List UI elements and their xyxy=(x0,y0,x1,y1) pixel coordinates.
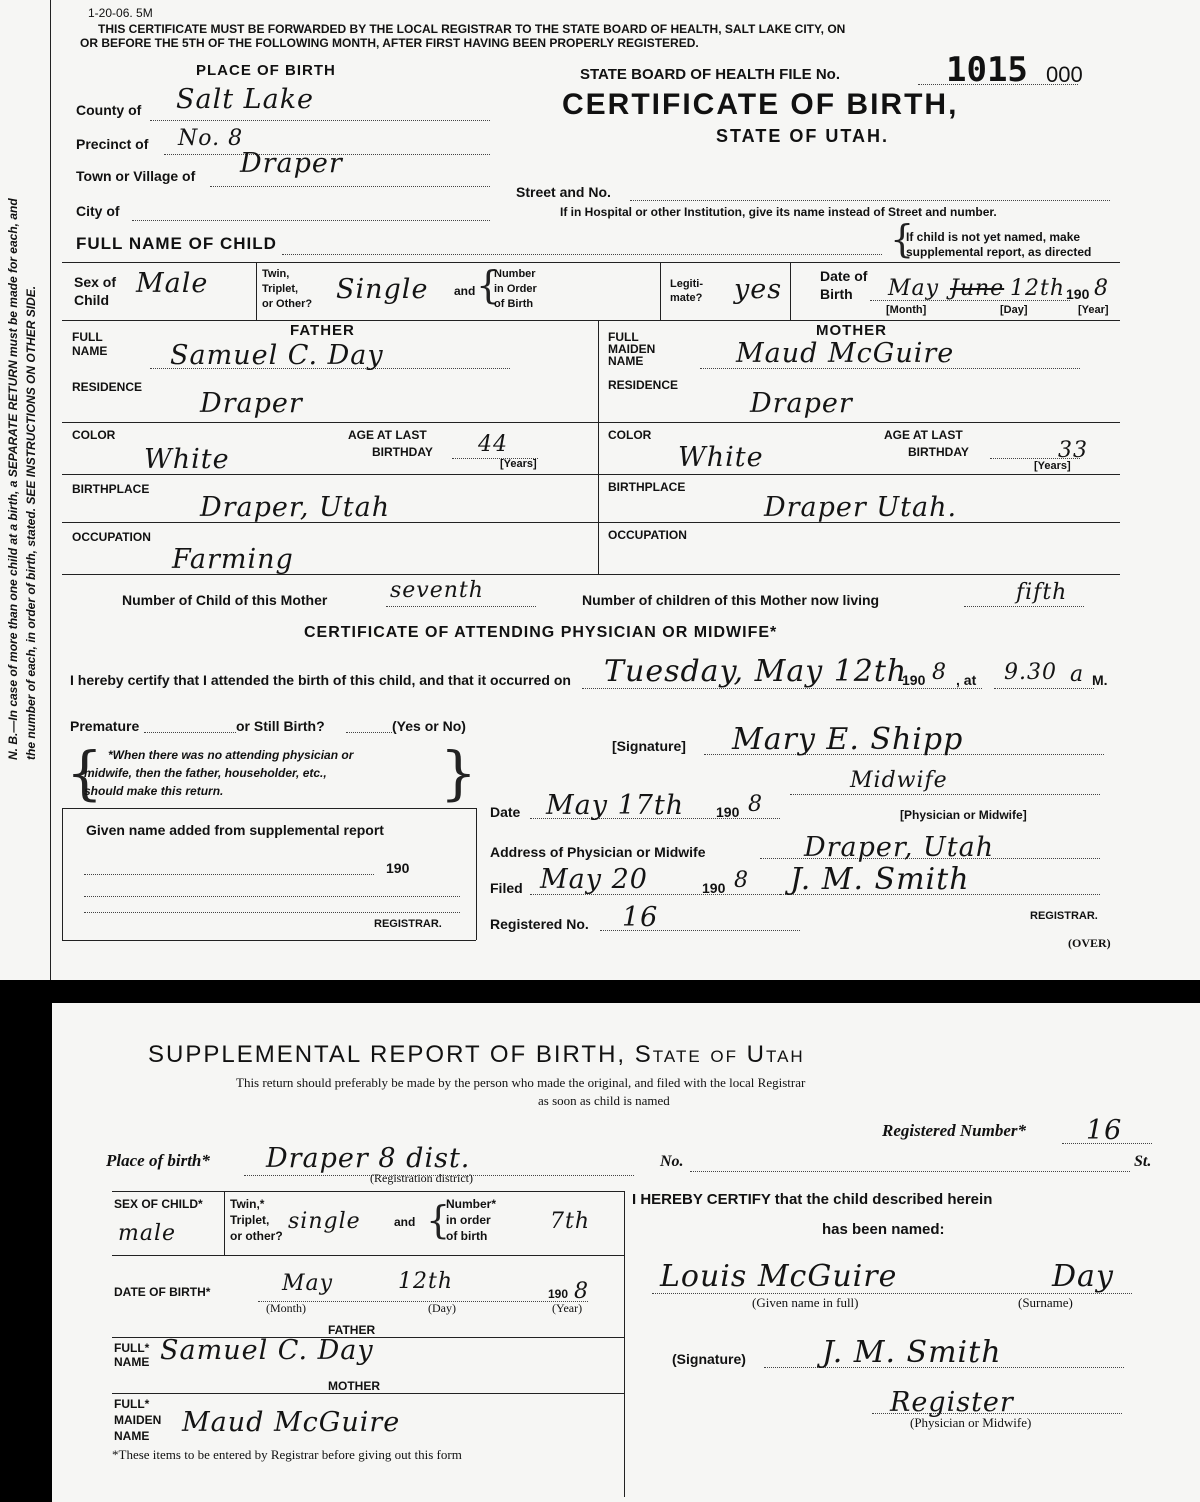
registered-label: Registered No. xyxy=(490,916,589,932)
filed-date: May 20 xyxy=(540,864,648,895)
twin-value: Single xyxy=(336,274,429,305)
birth-certificate: N. B.—In case of more than one child at a birth, a SEPARATE RETURN must be made for each, and the number of each, in order of birth, stated. SEE INSTRUCTIONS ON OTHER SIDE. 1-20-06. 5M THIS CERTIFICATE MUST BE FORWARDED BY THE LOCAL REGISTRAR TO THE STATE BOARD OF HEALTH, SALT LAKE CITY, ON OR BEFORE THE 5TH OF THE FOLLOWING MONTH, AFTER FIRST HAVING BEEN PROPERLY REGISTERED. PLACE OF BIRTH STATE BOARD OF HEALTH FILE No. 1015 000 CERTIFICATE OF BIRTH, STATE OF UTAH. County of Salt Lake Precinct of No. 8 Town or Village of Draper City of Street and No. If in Hospital or other Institution, give its name instead of Street and number. FULL NAME OF CHILD { If child is not yet named, make supplemental report, as directed Sex of Child Male Twin, Triplet, or Other? Single and { Number in Order of Birth Legiti- mate? yes Date of Birth May June 12th 190 8 [Month] [Day] [Year] FULL NAME FATHER Samuel C. Day FULL MAIDEN NAME MOTHER Maud McGuire RESIDENCE Draper RESIDENCE Draper COLOR White AGE AT LAST BIRTHDAY 44 [Years] COLOR White AGE AT LAST BIRTHDAY 33 [Years] BIRTHPLACE Draper, Utah BIRTHPLACE Draper Utah. OCCUPATION Farming OCCUPATION Number of Child of this Mother seventh Number of children of this Mother now living fifth CERTIFICATE OF ATTENDING PHYSICIAN OR MIDWIFE* I hereby certify that I attended the birth of this child, and that it occurred on Tuesday, May 12th 190 8 , at 9.30 a M. Premature or Still Birth? (Yes or No) { *When there was no attending physician or midwife, then the father, householder, etc., should make this return. } [Signature] Mary E. Shipp Midwife [Physician or Midwife] Date May 17th 190 8 Address of Physician or Midwife Draper, Utah Filed May 20 190 8 J. M. Smith REGISTRAR. Registered No. 16 Given name added from supplemental report 190 REGISTRAR. (OVER) xyxy=(0,0,1200,980)
notice-line-2: OR BEFORE THE 5TH OF THE FOLLOWING MONTH, AFTER FIRST HAVING BEEN PROPERLY REGISTERED. xyxy=(80,36,699,50)
note-line-1: *When there was no attending physician or xyxy=(108,748,354,762)
note-line-2: midwife, then the father, householder, etc., xyxy=(84,766,327,780)
date-of-birth-label: DATE OF BIRTH* xyxy=(114,1285,211,1299)
sex-of-child-value: male xyxy=(118,1221,177,1246)
side-note-line-1: N. B.—In case of more than one child at a birth, a SEPARATE RETURN must be made for each, and xyxy=(6,198,20,760)
physician-role: Midwife xyxy=(850,768,948,793)
birth-month-struck: June xyxy=(950,276,1005,301)
role-caption: [Physician or Midwife] xyxy=(900,808,1027,822)
form-code: 1-20-06. 5M xyxy=(88,6,153,20)
side-note-line-2: the number of each, in order of birth, stated. SEE INSTRUCTIONS ON OTHER SIDE. xyxy=(24,285,38,760)
sex-label-line-2: Child xyxy=(74,292,109,308)
hospital-note: If in Hospital or other Institution, give its name instead of Street and number. xyxy=(560,205,997,219)
supplemental-report: SUPPLEMENTAL REPORT OF BIRTH, State of Utah This return should preferably be made by the person who made the original, and filed with the local Registrar as soon as child is named Registered Number* 16 Place of birth* Draper 8 dist. (Registration district) No. St. SEX OF CHILD* male Twin,* Triplet, or other? single and { Number* in order of birth 7th DATE OF BIRTH* May 12th 190 8 (Month) (Day) (Year) FATHER FULL* NAME Samuel C. Day MOTHER FULL* MAIDEN NAME Maud McGuire *These items to be entered by Registrar before giving out this form I HEREBY CERTIFY that the child described herein has been named: Louis McGuire Day (Given name in full) (Surname) (Signature) J. M. Smith Register (Physician or Midwife) xyxy=(52,1003,1200,1502)
sex-label-line-1: Sex of xyxy=(74,274,117,290)
father-name: Samuel C. Day xyxy=(160,1335,374,1366)
signer-role: Register xyxy=(890,1387,1014,1418)
order-of-birth-value: 7th xyxy=(550,1209,591,1234)
county-label: County of xyxy=(76,102,142,118)
num-living-label: Number of children of this Mother now living xyxy=(582,592,880,608)
birth-day: 12th xyxy=(1010,276,1066,301)
registrar-signature: J. M. Smith xyxy=(822,1335,1002,1370)
given-name: Louis McGuire xyxy=(660,1259,898,1294)
sex-value: Male xyxy=(136,268,209,299)
not-named-note-line-1: If child is not yet named, make xyxy=(906,230,1081,244)
mother-name: Maud McGuire xyxy=(736,338,955,369)
place-of-birth-value: Draper 8 dist. xyxy=(266,1143,471,1174)
father-heading: FATHER xyxy=(328,1323,376,1337)
yes-no-label: (Yes or No) xyxy=(392,718,466,734)
notice-line-1: THIS CERTIFICATE MUST BE FORWARDED BY THE LOCAL REGISTRAR TO THE STATE BOARD OF HEALTH, SALT LAKE CITY, ON xyxy=(98,22,846,36)
supplemental-title: SUPPLEMENTAL REPORT OF BIRTH, State of Utah xyxy=(148,1041,805,1068)
file-number: 1015 xyxy=(946,50,1028,90)
dob-month: May xyxy=(282,1271,334,1296)
num-living-value: fifth xyxy=(1016,580,1068,605)
signature-label: (Signature) xyxy=(672,1351,746,1367)
signed-year-digit: 8 xyxy=(748,792,763,817)
sex-of-child-label: SEX OF CHILD* xyxy=(114,1197,203,1211)
full-name-label: FULL NAME OF CHILD xyxy=(76,234,277,253)
premature-label: Premature xyxy=(70,718,140,734)
file-no-label: STATE BOARD OF HEALTH FILE No. xyxy=(580,66,840,83)
certify-text: I hereby certify that I attended the birth of this child, and that it occurred on xyxy=(70,672,571,688)
mother-birthplace: Draper Utah. xyxy=(764,492,958,523)
given-name-heading: Given name added from supplemental report xyxy=(86,822,384,838)
city-label: City of xyxy=(76,203,120,219)
filed-year-digit: 8 xyxy=(734,868,749,893)
mother-residence: Draper xyxy=(750,388,853,419)
subtitle-line-2: as soon as child is named xyxy=(538,1093,670,1108)
physician-address: Draper, Utah xyxy=(804,832,995,863)
no-label: No. xyxy=(660,1153,684,1170)
father-birthplace: Draper, Utah xyxy=(200,492,391,523)
place-of-birth-heading: PLACE OF BIRTH xyxy=(196,62,336,79)
certificate-state: STATE OF UTAH. xyxy=(716,126,889,146)
mother-color: White xyxy=(678,442,764,473)
county-value: Salt Lake xyxy=(176,84,315,115)
mother-age: 33 xyxy=(1058,438,1088,463)
registered-number-label: Registered Number* xyxy=(882,1121,1027,1140)
twin-value: single xyxy=(288,1209,361,1234)
subtitle-line-1: This return should preferably be made by the person who made the original, and filed with the local Registrar xyxy=(236,1075,806,1090)
physician-heading: CERTIFICATE OF ATTENDING PHYSICIAN OR MIDWIFE* xyxy=(304,624,778,641)
precinct-label: Precinct of xyxy=(76,136,149,152)
file-number-suffix: 000 xyxy=(1046,62,1083,87)
num-child-value: seventh xyxy=(390,578,484,603)
filed-label: Filed xyxy=(490,880,523,896)
st-label: St. xyxy=(1134,1153,1152,1170)
address-label: Address of Physician or Midwife xyxy=(490,844,706,860)
mother-name: Maud McGuire xyxy=(182,1407,401,1438)
occurred-year-digit: 8 xyxy=(932,660,947,685)
occurred-time: 9.30 xyxy=(1004,660,1057,685)
surname: Day xyxy=(1052,1259,1114,1294)
registered-number-value: 16 xyxy=(1086,1115,1123,1146)
town-label: Town or Village of xyxy=(76,168,196,184)
date-label: Date xyxy=(490,804,521,820)
father-name: Samuel C. Day xyxy=(170,340,384,371)
legitimate-value: yes xyxy=(734,274,783,305)
still-birth-label: or Still Birth? xyxy=(236,718,325,734)
father-color: White xyxy=(144,444,230,475)
registrar-signature: J. M. Smith xyxy=(790,862,970,897)
signature-label: [Signature] xyxy=(612,738,686,754)
certificate-title: CERTIFICATE OF BIRTH, xyxy=(562,88,959,121)
not-named-note-line-2: supplemental report, as directed xyxy=(906,245,1092,259)
mother-heading: MOTHER xyxy=(328,1379,380,1393)
father-heading: FATHER xyxy=(290,322,355,339)
registered-number: 16 xyxy=(622,902,659,933)
certify-line-1: I HEREBY CERTIFY that the child described herein xyxy=(632,1191,993,1208)
margin-line xyxy=(50,0,51,980)
certify-line-2: has been named: xyxy=(822,1221,945,1238)
father-residence: Draper xyxy=(200,388,303,419)
street-label: Street and No. xyxy=(516,184,611,200)
signed-date: May 17th xyxy=(546,790,685,821)
father-age: 44 xyxy=(478,432,508,457)
birth-year-digit: 8 xyxy=(1094,276,1109,301)
mother-heading: MOTHER xyxy=(816,322,887,339)
occurred-date: Tuesday, May 12th xyxy=(604,654,908,689)
precinct-value: No. 8 xyxy=(178,126,244,151)
dob-day: 12th xyxy=(398,1269,454,1294)
footnote: *These items to be entered by Registrar before giving out this form xyxy=(112,1447,462,1462)
note-line-3: should make this return. xyxy=(84,784,224,798)
date-of-birth-label: Date of xyxy=(820,268,868,284)
dob-year-digit: 8 xyxy=(574,1279,589,1304)
num-child-label: Number of Child of this Mother xyxy=(122,592,328,608)
birth-month: May xyxy=(888,276,940,301)
town-value: Draper xyxy=(240,148,343,179)
registrar-caption: REGISTRAR. xyxy=(1030,910,1098,922)
over-label: (OVER) xyxy=(1068,936,1111,950)
place-of-birth-label: Place of birth* xyxy=(106,1151,210,1170)
physician-signature: Mary E. Shipp xyxy=(732,722,964,757)
father-occupation: Farming xyxy=(172,544,294,575)
